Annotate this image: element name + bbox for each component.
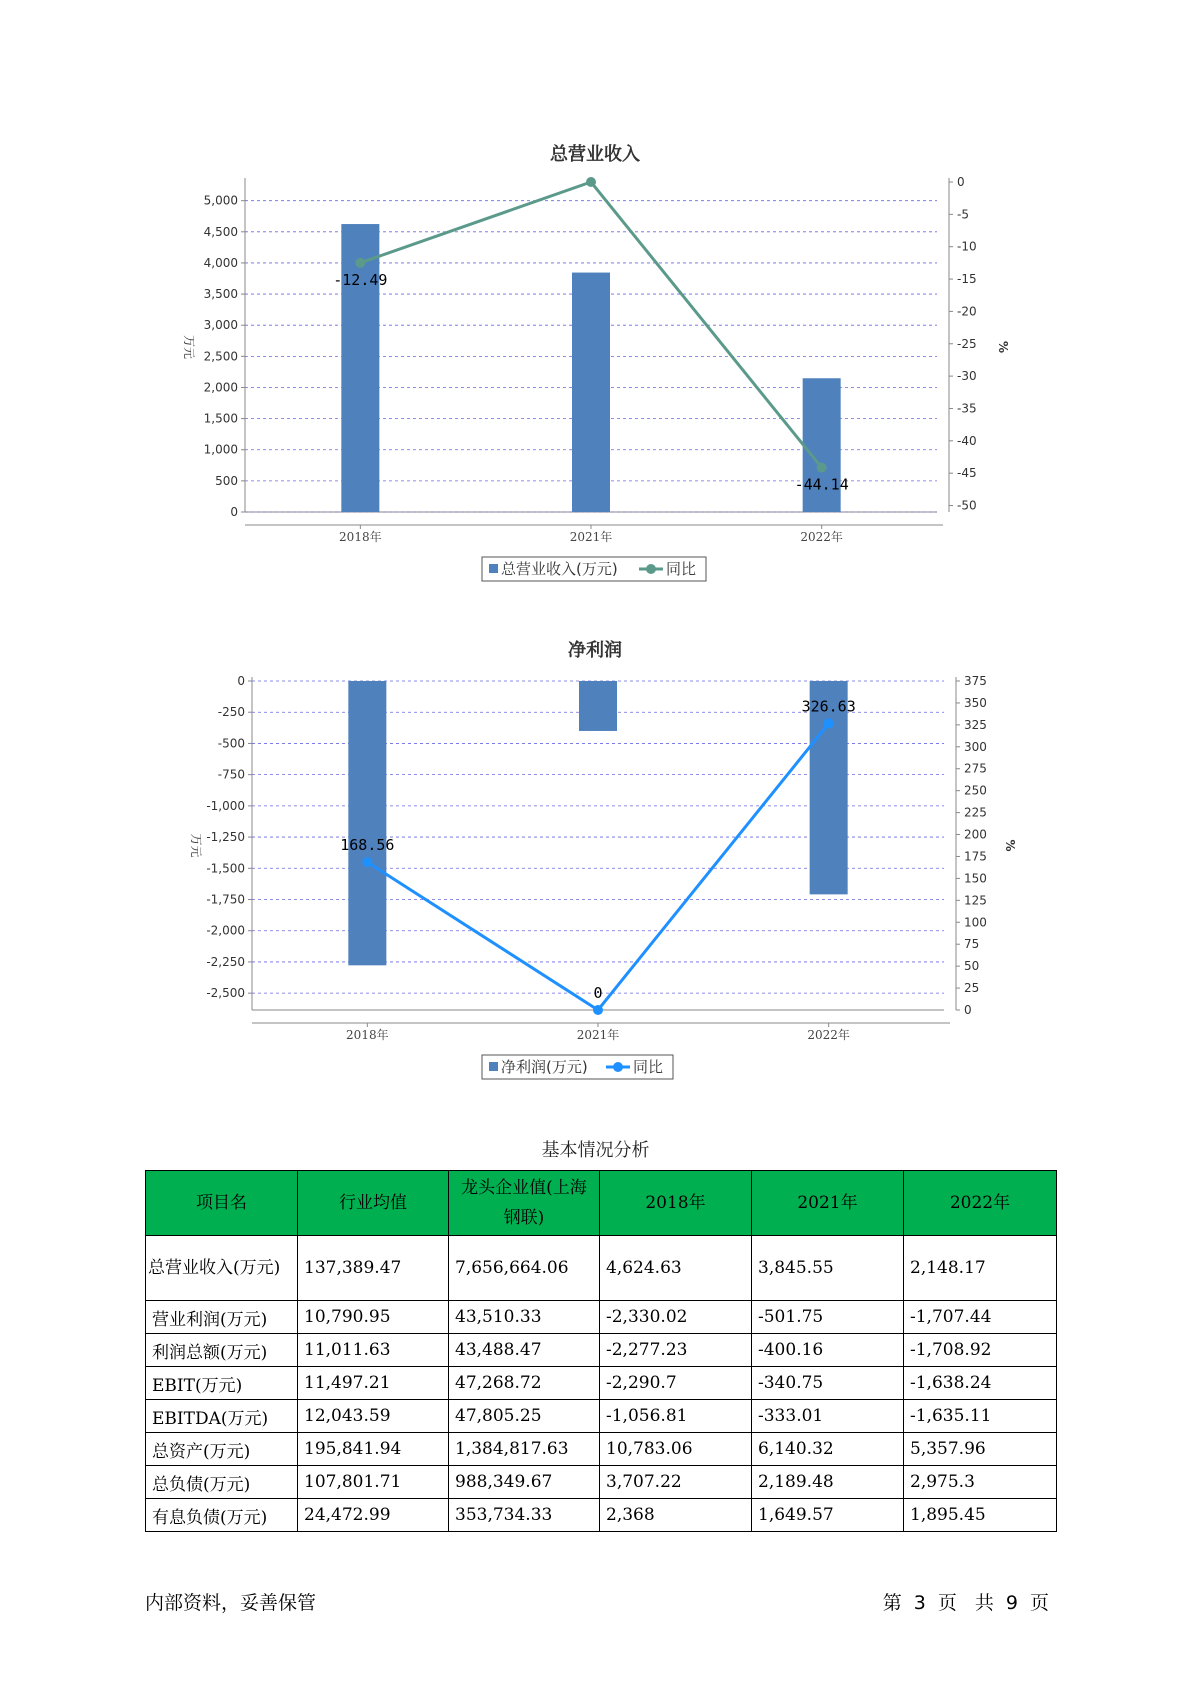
y-right-tick-label: -40 — [957, 433, 977, 448]
cell-value: -333.01 — [752, 1400, 904, 1433]
data-label: -44.14 — [794, 475, 849, 494]
y-right-tick-label: 100 — [964, 915, 987, 930]
y-tick-label: -500 — [217, 736, 245, 751]
cell-value: 137,389.47 — [298, 1236, 449, 1301]
line-point — [362, 857, 372, 867]
table-row — [146, 1301, 1057, 1334]
bar — [572, 273, 610, 512]
y-right-tick-label: 200 — [964, 827, 987, 842]
header-2018: 2018年 — [600, 1171, 752, 1236]
cell-value: 107,801.71 — [298, 1466, 449, 1499]
line-point — [817, 463, 827, 473]
chart-title: 总营业收入 — [550, 144, 640, 165]
row-label: 利润总额(万元) — [146, 1334, 298, 1367]
legend-line-label: 同比 — [666, 560, 697, 578]
data-label: 326.63 — [801, 697, 856, 716]
cell-value: 7,656,664.06 — [449, 1236, 600, 1301]
cell-value: 10,790.95 — [298, 1301, 449, 1334]
row-label: 总营业收入(万元) — [146, 1236, 298, 1301]
net-profit-chart-svg — [0, 635, 1191, 1095]
cell-value: 195,841.94 — [298, 1433, 449, 1466]
legend-bar-swatch — [489, 1062, 498, 1071]
y-right-tick-label: -35 — [957, 401, 977, 416]
y-right-tick-label: 250 — [964, 783, 987, 798]
table-row — [146, 1334, 1057, 1367]
y-right-tick-label: 125 — [964, 893, 987, 908]
y-tick-label: 4,500 — [203, 224, 238, 239]
y-tick-label: 3,000 — [203, 318, 238, 333]
table-header-row — [146, 1171, 1057, 1236]
y-axis-title-right: % — [1003, 839, 1017, 852]
row-label: EBIT(万元) — [146, 1367, 298, 1400]
y-tick-label: -250 — [217, 705, 245, 720]
line-point — [355, 258, 365, 268]
y-axis-title-left: 万元 — [189, 833, 203, 858]
y-tick-label: 3,500 — [203, 287, 238, 302]
total-unit: 页 — [1029, 1592, 1049, 1614]
y-right-tick-label: 300 — [964, 739, 987, 754]
table-row — [146, 1433, 1057, 1466]
x-tick-label: 2022年 — [800, 530, 843, 544]
y-tick-label: 1,000 — [203, 442, 238, 457]
cell-value: 10,783.06 — [600, 1433, 752, 1466]
y-right-tick-label: -15 — [957, 272, 977, 287]
cell-value: 1,895.45 — [904, 1499, 1057, 1532]
x-tick-label: 2018年 — [339, 530, 382, 544]
page-unit: 页 — [937, 1592, 957, 1614]
y-right-tick-label: 50 — [964, 959, 980, 974]
cell-value: 43,488.47 — [449, 1334, 600, 1367]
cell-value: -400.16 — [752, 1334, 904, 1367]
x-tick-label: 2021年 — [576, 1028, 620, 1042]
y-tick-label: 5,000 — [203, 193, 238, 208]
legend-line-marker — [646, 564, 656, 574]
y-right-tick-label: 225 — [964, 805, 987, 820]
table-row — [146, 1236, 1057, 1301]
y-tick-label: 500 — [215, 473, 238, 488]
y-right-tick-label: 0 — [964, 1003, 972, 1017]
y-tick-label: -1,500 — [206, 861, 245, 876]
line-point — [593, 1005, 603, 1015]
y-tick-label: -2,000 — [206, 923, 245, 938]
y-right-tick-label: 75 — [964, 937, 980, 952]
row-label: 营业利润(万元) — [146, 1301, 298, 1334]
y-right-tick-label: 375 — [964, 674, 987, 688]
cell-value: -501.75 — [752, 1301, 904, 1334]
cell-value: 2,148.17 — [904, 1236, 1057, 1301]
y-tick-label: 0 — [237, 674, 245, 688]
cell-value: 11,497.21 — [298, 1367, 449, 1400]
cell-value: 3,707.22 — [600, 1466, 752, 1499]
row-label: 总负债(万元) — [146, 1466, 298, 1499]
legend-bar-label: 总营业收入(万元) — [501, 560, 618, 578]
data-label: 0 — [593, 984, 603, 1002]
y-tick-label: 2,000 — [203, 380, 238, 395]
cell-value: 11,011.63 — [298, 1334, 449, 1367]
y-right-tick-label: 325 — [964, 717, 987, 732]
line-series — [367, 723, 828, 1010]
cell-value: -2,277.23 — [600, 1334, 752, 1367]
y-right-tick-label: -10 — [957, 239, 977, 254]
cell-value: 2,975.3 — [904, 1466, 1057, 1499]
y-right-tick-label: 350 — [964, 695, 987, 710]
cell-value: 6,140.32 — [752, 1433, 904, 1466]
table-row — [146, 1367, 1057, 1400]
row-label: 总资产(万元) — [146, 1433, 298, 1466]
x-tick-label: 2022年 — [807, 1028, 850, 1042]
y-right-tick-label: 150 — [964, 871, 987, 886]
cell-value: 24,472.99 — [298, 1499, 449, 1532]
table-row — [146, 1466, 1057, 1499]
cell-value: 1,384,817.63 — [449, 1433, 600, 1466]
y-right-tick-label: -25 — [957, 336, 977, 351]
page-number: 3 — [913, 1592, 926, 1614]
cell-value: 1,649.57 — [752, 1499, 904, 1532]
revenue-chart-svg — [0, 135, 1191, 595]
legend-line-marker — [613, 1062, 623, 1072]
y-right-tick-label: 25 — [964, 981, 980, 996]
y-right-tick-label: -30 — [957, 369, 977, 384]
y-tick-label: -750 — [217, 767, 245, 782]
cell-value: 2,189.48 — [752, 1466, 904, 1499]
cell-value: 47,805.25 — [449, 1400, 600, 1433]
row-label: EBITDA(万元) — [146, 1400, 298, 1433]
y-right-tick-label: 275 — [964, 761, 987, 776]
bar — [348, 681, 386, 965]
cell-value: -2,330.02 — [600, 1301, 752, 1334]
footer-confidential-note: 内部资料，妥善保管 — [145, 1592, 317, 1614]
total-prefix: 共 — [974, 1592, 994, 1614]
header-2021: 2021年 — [752, 1171, 904, 1236]
cell-value: -1,635.11 — [904, 1400, 1057, 1433]
data-label: -12.49 — [333, 270, 388, 289]
cell-value: -2,290.7 — [600, 1367, 752, 1400]
y-tick-label: 1,500 — [203, 411, 238, 426]
cell-value: 43,510.33 — [449, 1301, 600, 1334]
cell-value: -340.75 — [752, 1367, 904, 1400]
x-tick-label: 2021年 — [569, 530, 613, 544]
y-tick-label: -1,750 — [206, 892, 245, 907]
cell-value: 2,368 — [600, 1499, 752, 1532]
y-tick-label: -2,250 — [206, 954, 245, 969]
header-2022: 2022年 — [904, 1171, 1057, 1236]
y-tick-label: -1,250 — [206, 830, 245, 845]
header-item-name: 项目名 — [146, 1171, 298, 1236]
chart-title: 净利润 — [568, 640, 622, 661]
cell-value: 4,624.63 — [600, 1236, 752, 1301]
legend-bar-label: 净利润(万元) — [501, 1058, 588, 1076]
cell-value: -1,707.44 — [904, 1301, 1057, 1334]
cell-value: 12,043.59 — [298, 1400, 449, 1433]
x-tick-label: 2018年 — [346, 1028, 389, 1042]
cell-value: 353,734.33 — [449, 1499, 600, 1532]
cell-value: -1,056.81 — [600, 1400, 752, 1433]
y-tick-label: 4,000 — [203, 255, 238, 270]
cell-value: 3,845.55 — [752, 1236, 904, 1301]
header-leader-value: 龙头企业值(上海钢联) — [449, 1171, 600, 1236]
cell-value: -1,708.92 — [904, 1334, 1057, 1367]
table-title: 基本情况分析 — [541, 1140, 650, 1161]
legend-bar-swatch — [489, 564, 498, 573]
row-label: 有息负债(万元) — [146, 1499, 298, 1532]
table-row — [146, 1499, 1057, 1532]
header-industry-avg: 行业均值 — [298, 1171, 449, 1236]
cell-value: 47,268.72 — [449, 1367, 600, 1400]
page-prefix: 第 — [882, 1592, 902, 1614]
y-right-tick-label: -20 — [957, 304, 977, 319]
y-right-tick-label: -5 — [957, 207, 969, 222]
y-tick-label: 2,500 — [203, 349, 238, 364]
cell-value: -1,638.24 — [904, 1367, 1057, 1400]
y-axis-title-left: 万元 — [182, 334, 196, 360]
table-row — [146, 1400, 1057, 1433]
footer-page-indicator — [877, 1588, 1055, 1615]
data-label: 168.56 — [340, 836, 395, 855]
line-point — [586, 177, 596, 187]
y-right-tick-label: -45 — [957, 466, 977, 481]
cell-value: 988,349.67 — [449, 1466, 600, 1499]
y-right-tick-label: -50 — [957, 498, 977, 513]
cell-value: 5,357.96 — [904, 1433, 1057, 1466]
bar — [579, 681, 617, 731]
y-tick-label: 0 — [230, 505, 238, 519]
y-tick-label: -1,000 — [206, 798, 245, 813]
basic-analysis-table — [145, 1170, 1057, 1532]
y-right-tick-label: 0 — [957, 175, 965, 189]
revenue-chart — [0, 135, 1191, 595]
line-point — [824, 718, 834, 728]
y-right-tick-label: 175 — [964, 849, 987, 864]
y-axis-title-right: % — [996, 340, 1010, 354]
net-profit-chart — [0, 635, 1191, 1095]
total-number: 9 — [1005, 1592, 1018, 1614]
y-tick-label: -2,500 — [206, 986, 245, 1001]
legend-line-label: 同比 — [633, 1058, 664, 1076]
